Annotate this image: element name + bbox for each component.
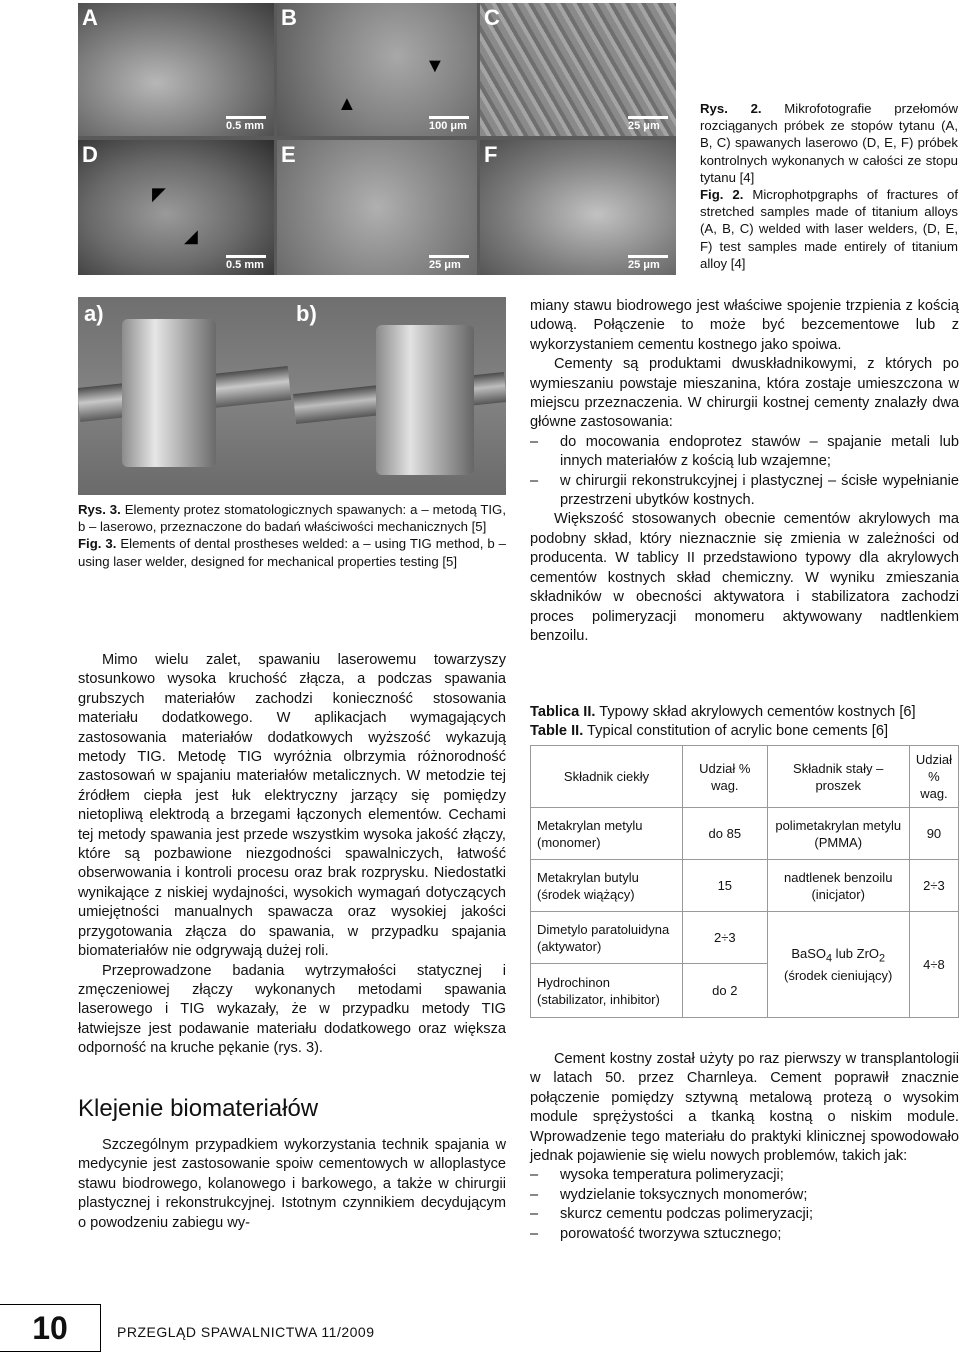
table-title-en: Typical constitution of acrylic bone cements [6] — [583, 723, 888, 739]
cell: Metakrylan metylu (monomer) — [531, 808, 683, 860]
micrograph-a — [78, 3, 274, 136]
right-column-bottom — [530, 1050, 959, 1244]
right-column-top — [530, 297, 959, 646]
list-item: – do mocowania endoprotez stawów – spajanie metali lub innych materiałów z kością lub wzajemne; — [530, 433, 959, 472]
panel-label: A — [82, 5, 98, 30]
cell: 2÷3 — [683, 912, 767, 964]
weld-cylinder — [122, 319, 216, 467]
caption-text-en: Microphotpgraphs of fractures of stretched samples made of titanium alloys (A, B, C) welded with laser welders, (D, E, F) test samples made entirely of titanium alloy [4] — [700, 187, 959, 271]
table-header-row — [531, 746, 959, 808]
caption-label: Rys. 3. — [78, 502, 121, 517]
caption-label: Fig. 2. — [700, 187, 744, 203]
figure-2-caption — [700, 100, 958, 272]
list-item: – wydzielanie toksycznych monomerów; — [530, 1186, 959, 1205]
caption-text-en: Elements of dental prostheses welded: a – using TIG method, b – using laser welder, designed for mechanical properties testing [5] — [78, 536, 506, 569]
panel-b — [294, 297, 506, 495]
caption-label: Fig. 3. — [78, 536, 117, 552]
applications-list — [530, 433, 959, 511]
list-item: – w chirurgii rekonstrukcyjnej i plastycznej – ścisłe wypełnianie przestrzeni ubytków kostnych. — [530, 472, 959, 511]
table-title — [530, 703, 959, 741]
scale-bar: 25 μm — [628, 255, 668, 271]
micrograph-c — [480, 3, 676, 136]
caption-text-pl: Mikrofotografie przełomów rozciąganych próbek ze stopów tytanu (A, B, C) spawanych laserowo (D, E, F) próbek kontrolnych wykonanych w całości ze stopu tytanu [4] — [700, 101, 958, 185]
paragraph: miany stawu biodrowego jest właściwe spojenie trzpienia z kością udową. Połączenie to może być bezcementowe lub z wykorzystaniem cementu kostnego jako spoiwa. — [530, 298, 959, 353]
micrograph-f — [480, 140, 676, 275]
header-cell: Udział % wag. — [909, 746, 958, 808]
page-number: 10 — [32, 1309, 68, 1346]
cell: do 85 — [683, 808, 767, 860]
composition-table — [530, 745, 959, 1018]
arrow-icon: ▼ — [425, 55, 445, 77]
list-item: – skurcz cementu podczas polimeryzacji; — [530, 1205, 959, 1224]
scale-bar: 25 μm — [429, 255, 469, 271]
paragraph: Szczególnym przypadkiem wykorzystania technik spajania w medycynie jest zastosowanie spoiw cementowych w alloplastyce stawu biodrowego, kolanowego i barkowego, a także w chirurgii plastycznej i rekonstrukcyjnej. Istotnym czynnikiem decydującym o powodzeniu zabiegu wy- — [78, 1136, 506, 1231]
problems-list — [530, 1166, 959, 1244]
scale-bar: 25 μm — [628, 116, 668, 132]
paragraph: Mimo wielu zalet, spawaniu laserowemu towarzyszy stosunkowo wysoka kruchość złącza, a podczas spawania grubszych materiałów zachodzi konieczność stosowania materiału dodatkowego. W aplikacjach wymagających zastosowania materiałów dodatkowych wyższość wykazują metody TIG. Metodę TIG wyróżnia olbrzymia różnorodność zastosowań w spajaniu materiałów metalicznych. W metodzie tej źródłem ciepła jest łuk elektryczny jarzący się pomiędzy nietopliwą elektrodą a brzegami łączonych elementów. Cechami tej metody spawania jest przede wszystkim wysoka jakość złączy, które są pozbawione niezgodności spawalniczych, łatwość obserwowania i kontroli procesu oraz brak rozprysku. Niedostatki wynikające z niskiej wydajności, wysokich wymagań dotyczących umiejętności manualnych spawacza oraz wysokiej jakości przygotowania złącza do spawania, w przypadku spajania biomateriałów nie odgrywają dużej roli. — [78, 652, 506, 960]
section-heading: Klejenie biomateriałów — [78, 1094, 319, 1122]
table-label: Table II. — [530, 723, 584, 739]
arrow-icon: ◤ — [152, 184, 166, 204]
figure-3-photo — [78, 297, 506, 495]
paragraph: Przeprowadzone badania wytrzymałości statycznej i zmęczeniowej złączy wykonanych metodami spawania laserowego i TIG wykazały, że w przypadku metody TIG łatwiejsze jest podawanie materiału dodatkowego oraz większa odporność na kruche pękanie (rys. 3). — [78, 962, 506, 1057]
scale-bar: 0.5 mm — [226, 255, 266, 271]
cell: 15 — [683, 860, 767, 912]
arrow-icon: ▲ — [337, 93, 357, 115]
arrow-icon: ◢ — [184, 226, 198, 246]
header-cell: Składnik stały – proszek — [767, 746, 909, 808]
cell: 2÷3 — [909, 860, 958, 912]
paragraph: Cementy są produktami dwuskładnikowymi, z których po wymieszaniu powstaje mieszanina, która zostaje umieszczona w miejscu przeznaczenia. W chirurgii kostnej cementy znalazły dwa główne zastosowania: — [530, 356, 959, 431]
table-title-pl: Typowy skład akrylowych cementów kostnych [6] — [595, 704, 916, 720]
list-item: – wysoka temperatura polimeryzacji; — [530, 1166, 959, 1185]
cell: 90 — [909, 808, 958, 860]
scale-bar: 0.5 mm — [226, 116, 266, 132]
table-label: Tablica II. — [530, 704, 596, 720]
cell: nadtlenek benzoilu (inicjator) — [767, 860, 909, 912]
cell: do 2 — [683, 964, 767, 1018]
header-cell: Udział % wag. — [683, 746, 767, 808]
table-row — [531, 808, 959, 860]
panel-label: E — [281, 142, 296, 167]
left-column — [78, 651, 506, 1233]
micrograph-b — [277, 3, 477, 136]
panel-label: b) — [296, 301, 317, 326]
figure-3-caption — [78, 501, 506, 570]
table-row — [531, 860, 959, 912]
panel-label: C — [484, 5, 500, 30]
panel-label: D — [82, 142, 98, 167]
caption-text-pl: Elementy protez stomatologicznych spawanych: a – metodą TIG, b – laserowo, przeznaczone do badań właściwości mechanicznych [5] — [78, 502, 506, 535]
cell: Dimetylo paratoluidyna (aktywator) — [531, 912, 683, 964]
paragraph: Większość stosowanych obecnie cementów akrylowych ma podobny skład, który nieznacznie się zmienia w zależności od producenta. W tablicy II przedstawiono typowy dla akrylowych cementów kostnych skład chemiczny. W wyniku zmieszania składników w obecności aktywatora i stabilizatora zachodzi proces polimeryzacji monomeru aktywowany nadtlenkiem benzoilu. — [530, 511, 959, 644]
cell: 4÷8 — [909, 912, 958, 1018]
paragraph: Cement kostny został użyty po raz pierwszy w transplantologii w latach 50. przez Charnleya. Cement poprawił znacznie połączenie pomiędzy sztywną metalową protezą o wysokim module sprężystości a tkanką kostną o niskim module. Wprowadzenie tego materiału do praktyki klinicznej spowodowało jednak pojawienie się wielu nowych problemów, takich jak: — [530, 1051, 959, 1165]
table-row — [531, 912, 959, 964]
header-cell: Składnik ciekły — [531, 746, 683, 808]
caption-label: Rys. 2. — [700, 101, 762, 116]
micrograph-d — [78, 140, 274, 275]
cell: BaSO$_4$ lub ZrO$_2$ (środek cieniujący) — [767, 912, 909, 1018]
panel-label: B — [281, 5, 297, 30]
journal-name: PRZEGLĄD SPAWALNICTWA 11/2009 — [117, 1324, 375, 1340]
panel-label: F — [484, 142, 498, 167]
panel-a — [78, 297, 290, 495]
cell: Hydrochinon (stabilizator, inhibitor) — [531, 964, 683, 1018]
cell: polimetakrylan metylu (PMMA) — [767, 808, 909, 860]
figure-2-micrographs — [78, 3, 676, 275]
list-item: – porowatość tworzywa sztucznego; — [530, 1225, 959, 1244]
micrograph-e — [277, 140, 477, 275]
panel-label: a) — [84, 301, 104, 326]
weld-cylinder — [376, 325, 474, 475]
cell: Metakrylan butylu (środek wiążący) — [531, 860, 683, 912]
scale-bar: 100 μm — [429, 116, 469, 132]
footer — [0, 1300, 960, 1356]
page-number-box — [0, 1304, 101, 1352]
